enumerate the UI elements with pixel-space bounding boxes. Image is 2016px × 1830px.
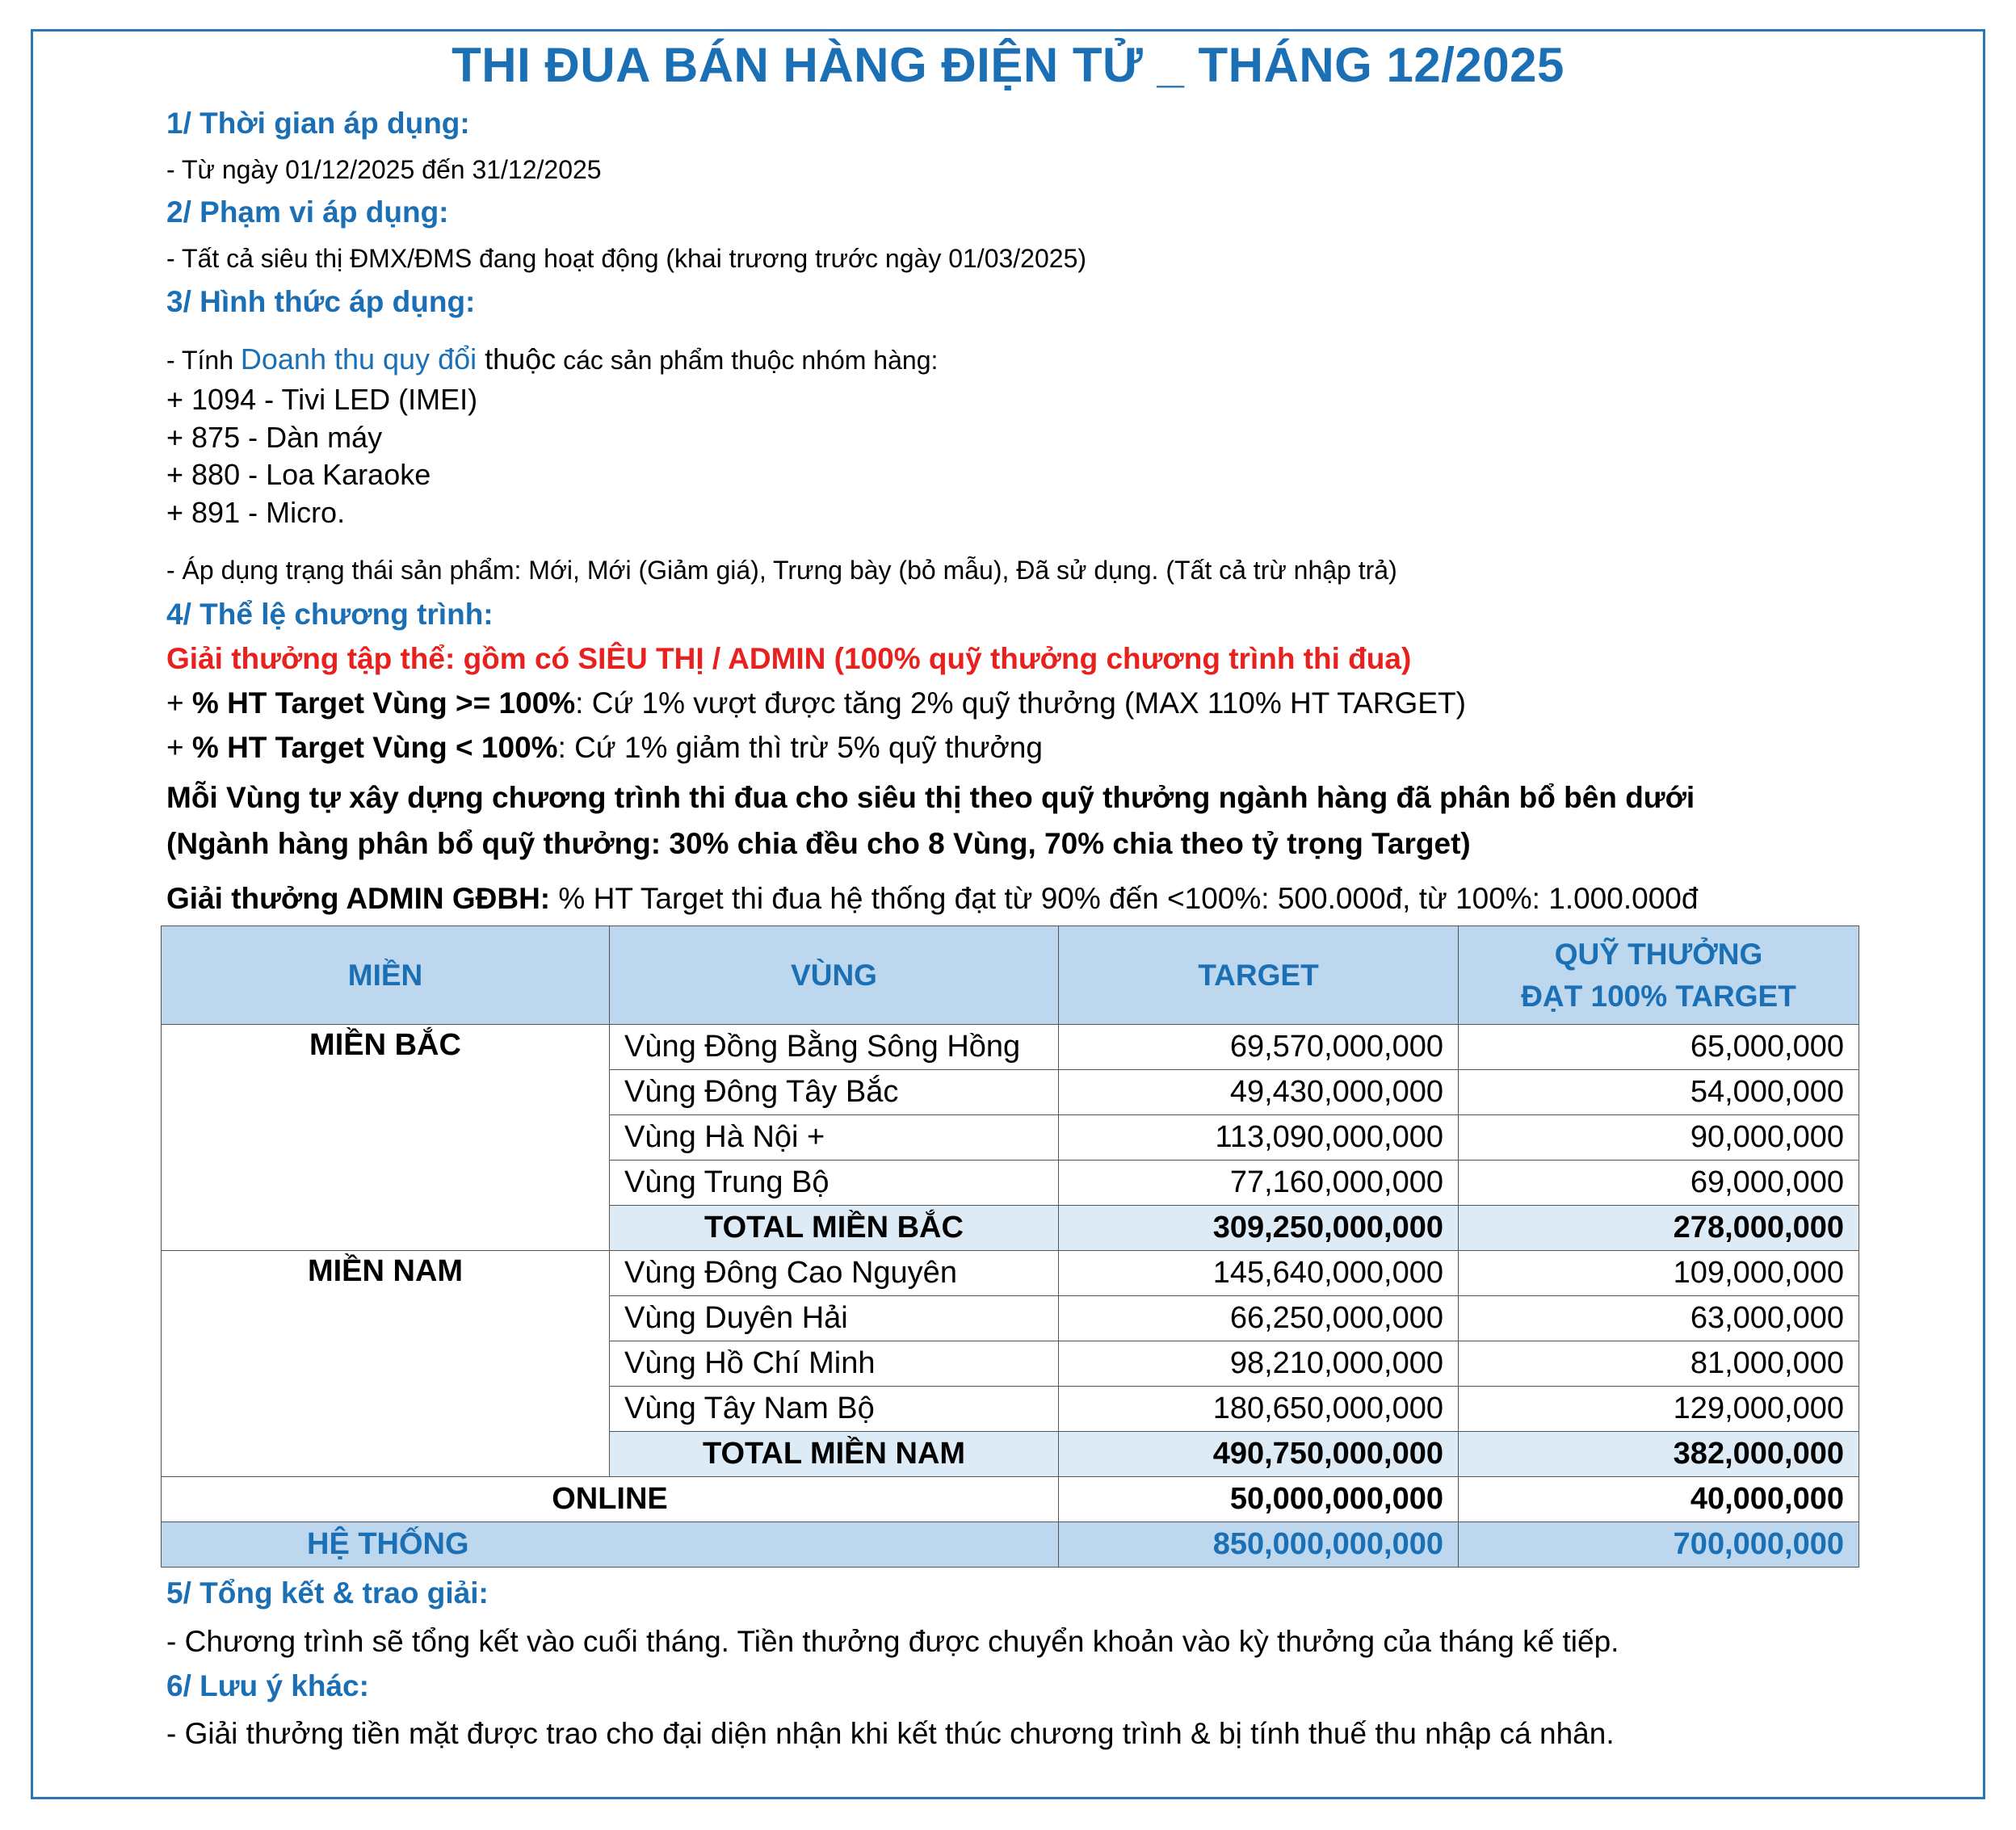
- rule-1-bold: % HT Target Vùng >= 100%: [191, 686, 576, 720]
- target-cell: 113,090,000,000: [1059, 1115, 1459, 1161]
- admin-prize-bold: Giải thưởng ADMIN GĐBH:: [166, 882, 551, 915]
- header-quy: [1459, 926, 1859, 1025]
- system-row: [162, 1522, 1859, 1568]
- table-row: [162, 1025, 1859, 1070]
- intro-highlight: Doanh thu quy đổi: [240, 342, 477, 376]
- table-row: [162, 1251, 1859, 1296]
- target-cell: 77,160,000,000: [1059, 1161, 1459, 1206]
- section-1-line: - Từ ngày 01/12/2025 đến 31/12/2025: [166, 155, 602, 184]
- target-cell: 98,210,000,000: [1059, 1341, 1459, 1387]
- quy-cell: 90,000,000: [1459, 1115, 1859, 1161]
- vung-cell: Vùng Tây Nam Bộ: [610, 1387, 1059, 1432]
- section-1-heading: 1/ Thời gian áp dụng:: [166, 107, 470, 140]
- total-quy: 278,000,000: [1459, 1206, 1859, 1251]
- quy-cell: 54,000,000: [1459, 1070, 1859, 1115]
- vung-cell: Vùng Hà Nội +: [610, 1115, 1059, 1161]
- rule-2: [166, 731, 1043, 765]
- target-cell: 145,640,000,000: [1059, 1251, 1459, 1296]
- total-target: 309,250,000,000: [1059, 1206, 1459, 1251]
- quy-cell: 69,000,000: [1459, 1161, 1859, 1206]
- section-2-heading: 2/ Phạm vi áp dụng:: [166, 195, 449, 229]
- product-group-item: + 891 - Micro.: [166, 496, 346, 529]
- online-target: 50,000,000,000: [1059, 1477, 1459, 1522]
- vung-cell: Vùng Trung Bộ: [610, 1161, 1059, 1206]
- rule-1-prefix: +: [166, 686, 192, 720]
- online-label: ONLINE: [162, 1477, 1059, 1522]
- region-nam: MIỀN NAM: [162, 1251, 610, 1477]
- rule-2-prefix: +: [166, 731, 192, 764]
- header-target: TARGET: [1059, 926, 1459, 1025]
- target-cell: 49,430,000,000: [1059, 1070, 1459, 1115]
- section-6-heading: 6/ Lưu ý khác:: [166, 1669, 369, 1702]
- header-quy-line2: ĐẠT 100% TARGET: [1521, 979, 1796, 1013]
- section-3-heading: 3/ Hình thức áp dụng:: [166, 285, 476, 318]
- vung-cell: Vùng Đông Cao Nguyên: [610, 1251, 1059, 1296]
- vung-cell: Vùng Đông Tây Bắc: [610, 1070, 1059, 1115]
- rule-2-text: : Cứ 1% giảm thì trừ 5% quỹ thưởng: [557, 731, 1043, 764]
- target-cell: 66,250,000,000: [1059, 1296, 1459, 1341]
- online-row: [162, 1477, 1859, 1522]
- region-note-2: (Ngành hàng phân bổ quỹ thưởng: 30% chia đều cho 8 Vùng, 70% chia theo tỷ trọng Target): [166, 827, 1471, 860]
- section-3-intro: [166, 342, 938, 376]
- region-note-1: Mỗi Vùng tự xây dựng chương trình thi đua cho siêu thị theo quỹ thưởng ngành hàng đã phân bổ bên dưới: [166, 781, 1695, 814]
- vung-cell: Vùng Hồ Chí Minh: [610, 1341, 1059, 1387]
- section-4-heading: 4/ Thể lệ chương trình:: [166, 598, 494, 631]
- target-cell: 180,650,000,000: [1059, 1387, 1459, 1432]
- quy-cell: 81,000,000: [1459, 1341, 1859, 1387]
- quy-cell: 129,000,000: [1459, 1387, 1859, 1432]
- target-table: [161, 925, 1859, 1568]
- intro-prefix: - Tính: [166, 346, 241, 375]
- region-bac: MIỀN BẮC: [162, 1025, 610, 1251]
- target-cell: 69,570,000,000: [1059, 1025, 1459, 1070]
- header-mien: MIỀN: [162, 926, 610, 1025]
- vung-cell: Vùng Đồng Bằng Sông Hồng: [610, 1025, 1059, 1070]
- product-group-item: + 1094 - Tivi LED (IMEI): [166, 383, 478, 416]
- table-header-row: [162, 926, 1859, 1025]
- online-quy: 40,000,000: [1459, 1477, 1859, 1522]
- page-title: THI ĐUA BÁN HÀNG ĐIỆN TỬ _ THÁNG 12/2025: [452, 38, 1564, 92]
- system-label: HỆ THỐNG: [162, 1522, 1059, 1568]
- section-3-status: - Áp dụng trạng thái sản phẩm: Mới, Mới (Giảm giá), Trưng bày (bỏ mẫu), Đã sử dụng. (Tất cả trừ nhập trả): [166, 556, 1397, 585]
- system-target: 850,000,000,000: [1059, 1522, 1459, 1568]
- intro-mid: thuộc: [477, 342, 556, 376]
- total-target: 490,750,000,000: [1059, 1432, 1459, 1477]
- header-quy-line1: QUỸ THƯỞNG: [1554, 937, 1763, 971]
- collective-prize: Giải thưởng tập thể: gồm có SIÊU THỊ / ADMIN (100% quỹ thưởng chương trình thi đua): [166, 642, 1412, 675]
- system-quy: 700,000,000: [1459, 1522, 1859, 1568]
- product-group-item: + 875 - Dàn máy: [166, 421, 383, 454]
- rule-1-text: : Cứ 1% vượt được tăng 2% quỹ thưởng (MAX 110% HT TARGET): [575, 686, 1466, 720]
- section-5-heading: 5/ Tổng kết & trao giải:: [166, 1576, 489, 1610]
- product-group-item: + 880 - Loa Karaoke: [166, 458, 431, 491]
- section-2-line: - Tất cả siêu thị ĐMX/ĐMS đang hoạt động (khai trương trước ngày 01/03/2025): [166, 244, 1087, 273]
- quy-cell: 109,000,000: [1459, 1251, 1859, 1296]
- total-label: TOTAL MIỀN BẮC: [610, 1206, 1059, 1251]
- intro-suffix: các sản phẩm thuộc nhóm hàng:: [556, 346, 939, 375]
- admin-prize-text: % HT Target thi đua hệ thống đạt từ 90% đến <100%: 500.000đ, từ 100%: 1.000.000đ: [550, 882, 1699, 915]
- admin-prize: [166, 882, 1698, 916]
- vung-cell: Vùng Duyên Hải: [610, 1296, 1059, 1341]
- quy-cell: 63,000,000: [1459, 1296, 1859, 1341]
- section-5-line: - Chương trình sẽ tổng kết vào cuối tháng. Tiền thưởng được chuyển khoản vào kỳ thưởng của tháng kế tiếp.: [166, 1625, 1619, 1658]
- rule-1: [166, 686, 1466, 720]
- quy-cell: 65,000,000: [1459, 1025, 1859, 1070]
- total-label: TOTAL MIỀN NAM: [610, 1432, 1059, 1477]
- total-quy: 382,000,000: [1459, 1432, 1859, 1477]
- section-6-line: - Giải thưởng tiền mặt được trao cho đại diện nhận khi kết thúc chương trình & bị tính thuế thu nhập cá nhân.: [166, 1717, 1615, 1750]
- header-vung: VÙNG: [610, 926, 1059, 1025]
- rule-2-bold: % HT Target Vùng < 100%: [191, 731, 558, 764]
